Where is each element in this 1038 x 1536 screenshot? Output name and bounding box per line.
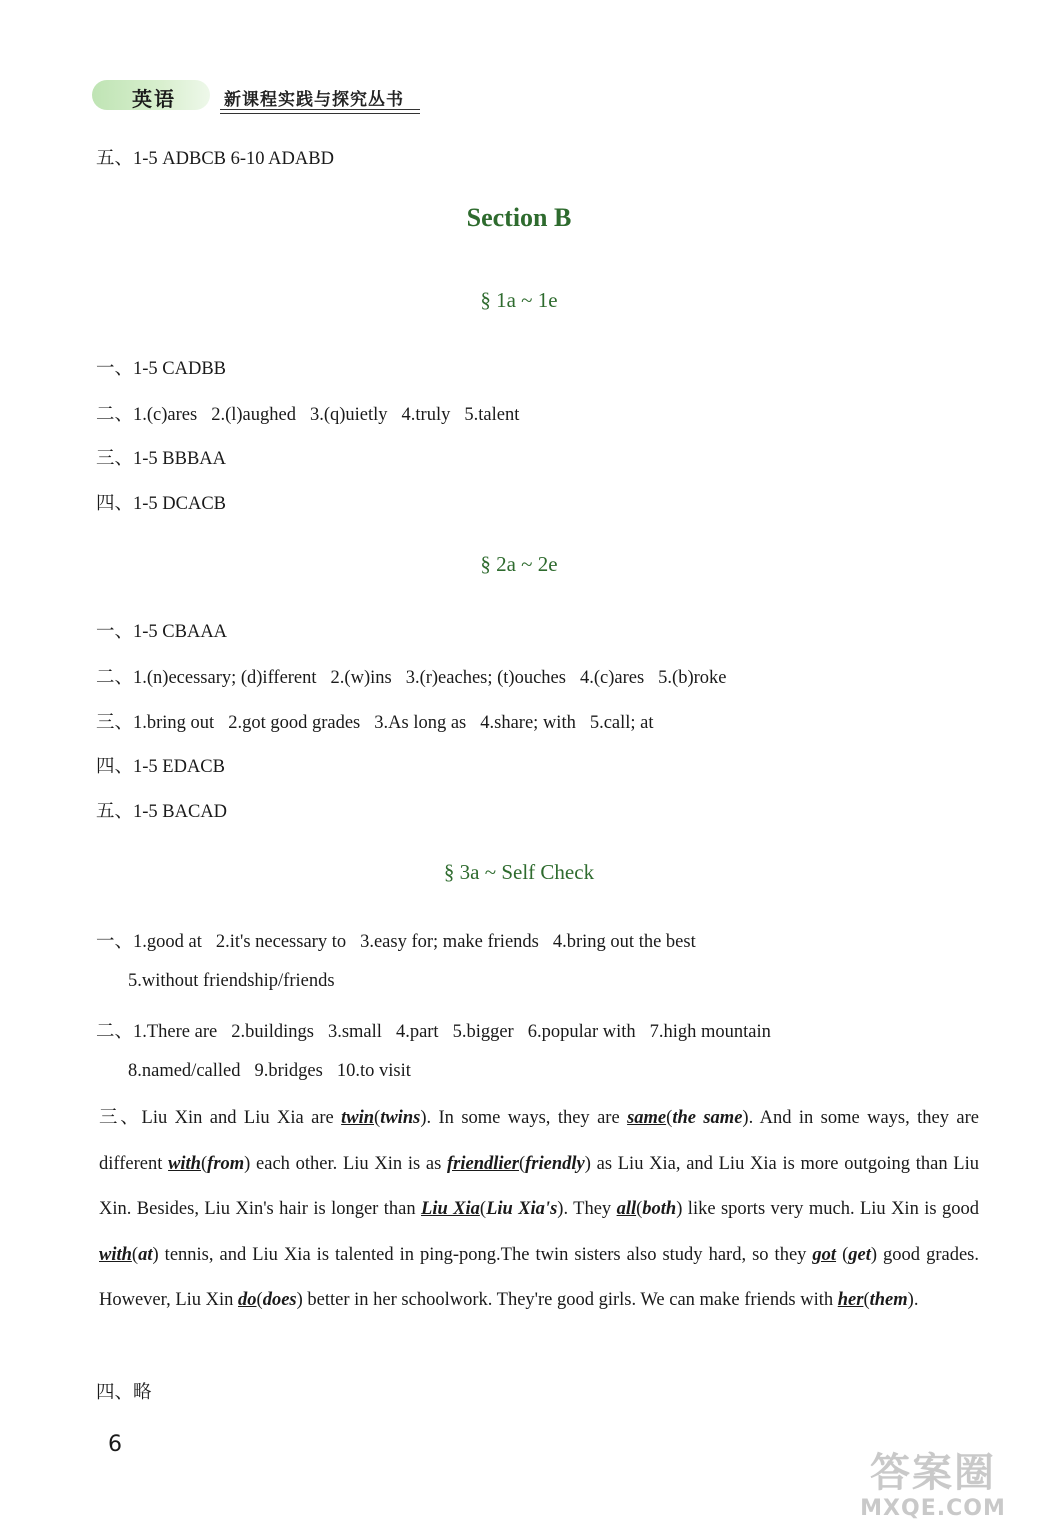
watermark-url: MXQE.COM [860, 1496, 1006, 1521]
series-title: 新课程实践与探究丛书 [224, 90, 404, 110]
answer-line: 8.named/called 9.bridges 10.to visit [128, 1061, 411, 1081]
subsection-heading: § 3a ~ Self Check [443, 860, 595, 884]
correction-paragraph: 三、Liu Xin and Liu Xia are twin(twins). In some ways, they are same(the same). And in some ways, they are different with(from) each other. Liu Xin is as friendlier(friendly) as Liu Xia, and Liu Xia is more outgoing than Liu Xin. Besides, Liu Xin's hair is longer than Liu Xia(Liu Xia's). They all(both) like sports very much. Liu Xin is good with(at) tennis, and Liu Xia is talented in ping-pong.The twin sisters also study hard, so they got (get) good grades. However, Liu Xin do(does) better in her schoolwork. They're good girls. We can make friends with her(them). [99, 1108, 979, 1311]
answer-line: 二、1.(c)ares 2.(l)aughed 3.(q)uietly 4.truly 5.talent [96, 405, 520, 425]
answer-line: 四、略 [96, 1383, 152, 1403]
watermark-logo: 答案圈 [870, 1450, 996, 1496]
answer-line: 5.without friendship/friends [128, 971, 335, 991]
answer-line: 一、1-5 CBAAA [96, 622, 228, 642]
header-rule [220, 113, 420, 114]
page-number: 6 [108, 1432, 122, 1457]
subsection-heading: § 1a ~ 1e [480, 288, 558, 312]
answer-line: 二、1.(n)ecessary; (d)ifferent 2.(w)ins 3.(r)eaches; (t)ouches 4.(c)ares 5.(b)roke [96, 668, 727, 688]
answer-line: 四、1-5 DCACB [96, 494, 227, 514]
answer-line: 三、1.bring out 2.got good grades 3.As long as 4.share; with 5.call; at [96, 713, 654, 733]
subsection-heading: § 2a ~ 2e [480, 552, 558, 576]
answer-line: 一、1.good at 2.it's necessary to 3.easy for; make friends 4.bring out the best [96, 932, 696, 952]
answer-line: 五、1-5 ADBCB 6-10 ADABD [96, 149, 334, 169]
page-header [92, 80, 422, 114]
answer-line: 三、1-5 BBBAA [96, 449, 227, 469]
subject-label: 英语 [132, 87, 176, 111]
answer-line: 四、1-5 EDACB [96, 757, 225, 777]
answer-line: 二、1.There are 2.buildings 3.small 4.part 5.bigger 6.popular with 7.high mountain [96, 1022, 771, 1042]
section-title: Section B [466, 203, 572, 232]
answer-line: 一、1-5 CADBB [96, 359, 227, 379]
header-rule [220, 109, 420, 110]
watermark [838, 1450, 1028, 1530]
answer-line: 五、1-5 BACAD [96, 802, 228, 822]
